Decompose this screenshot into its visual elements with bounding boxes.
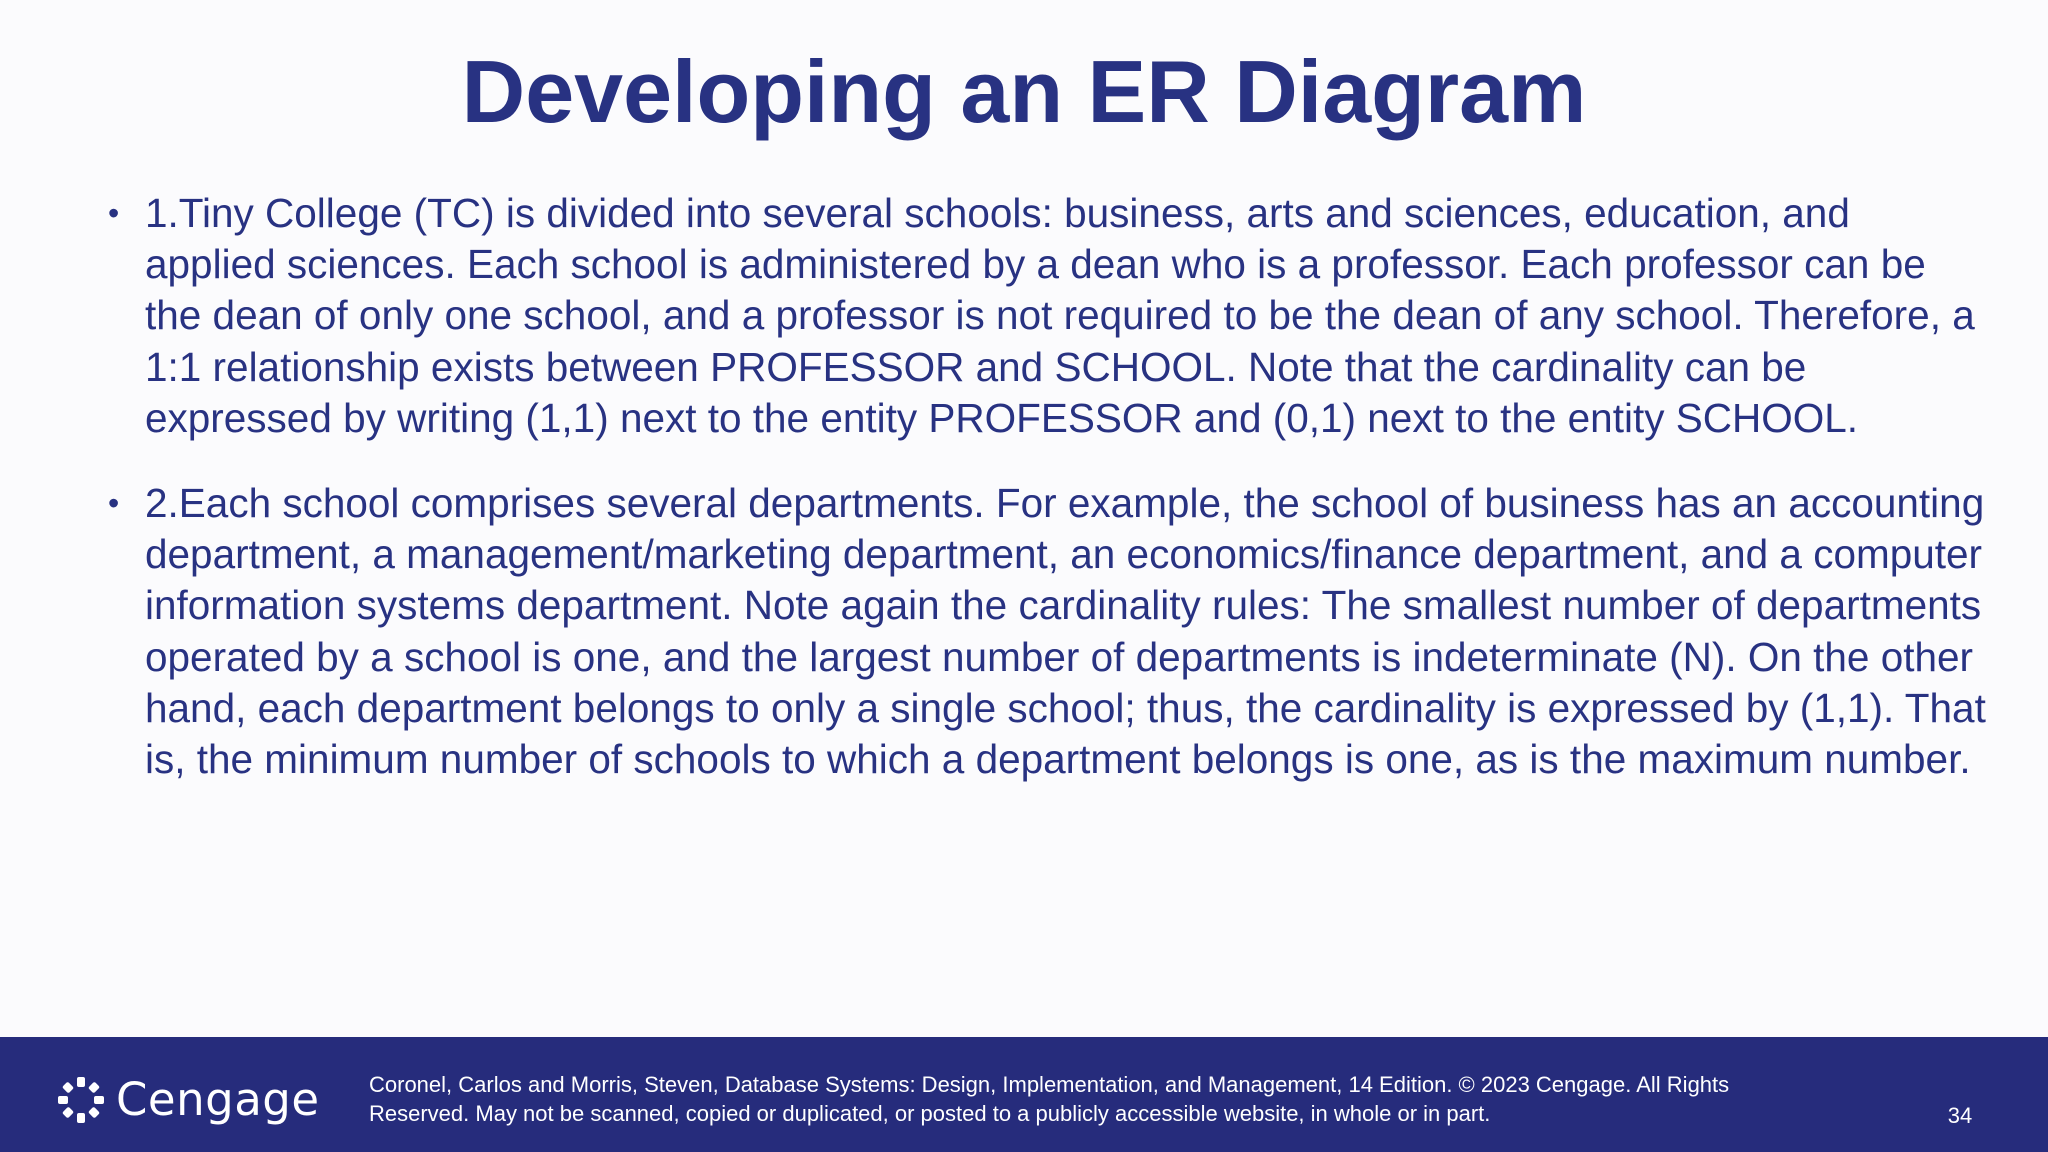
cengage-logo: [56, 1075, 320, 1125]
bullet-text: 2.Each school comprises several departments. For example, the school of business has an accounting department, a management/marketing department, an economics/finance department, and a computer information systems department. Note again the cardinality rules: The smallest number of departments operated by a school is one, and the largest number of departments is indeterminate (N). On the other hand, each department belongs to only a single school; thus, the cardinality is expressed by (1,1). That is, the minimum number of schools to which a department belongs is one, as is the maximum number.: [145, 480, 1986, 783]
copyright-line: Reserved. May not be scanned, copied or duplicated, or posted to a publicly accessible website, in whole or in part.: [369, 1101, 1491, 1126]
copyright-line: Coronel, Carlos and Morris, Steven, Database Systems: Design, Implementation, and Management, 14 Edition. © 2023 Cengage. All Rights: [369, 1072, 1730, 1097]
bullet-text: 1.Tiny College (TC) is divided into several schools: business, arts and sciences, education, and applied sciences. Each school is administered by a dean who is a professor. Each professor can be the dean of only one school, and a professor is not required to be the dean of any school. Therefore, a 1:1 relationship exists between PROFESSOR and SCHOOL. Note that the cardinality can be expressed by writing (1,1) next to the entity PROFESSOR and (0,1) next to the entity SCHOOL.: [145, 190, 1975, 441]
page-number: 34: [1947, 1103, 1973, 1128]
slide-title: Developing an ER Diagram: [461, 42, 1587, 141]
copyright-notice: [369, 1070, 1869, 1128]
bullet-marker: •: [108, 485, 120, 522]
cengage-burst-icon: [56, 1075, 106, 1125]
footer-bar: [0, 1037, 2048, 1152]
bullet-item: [108, 478, 1988, 785]
logo-text: Cengage: [116, 1073, 320, 1126]
bullet-marker: •: [108, 195, 120, 231]
bullet-item: [108, 188, 1988, 444]
bullet-list: [108, 188, 1988, 819]
